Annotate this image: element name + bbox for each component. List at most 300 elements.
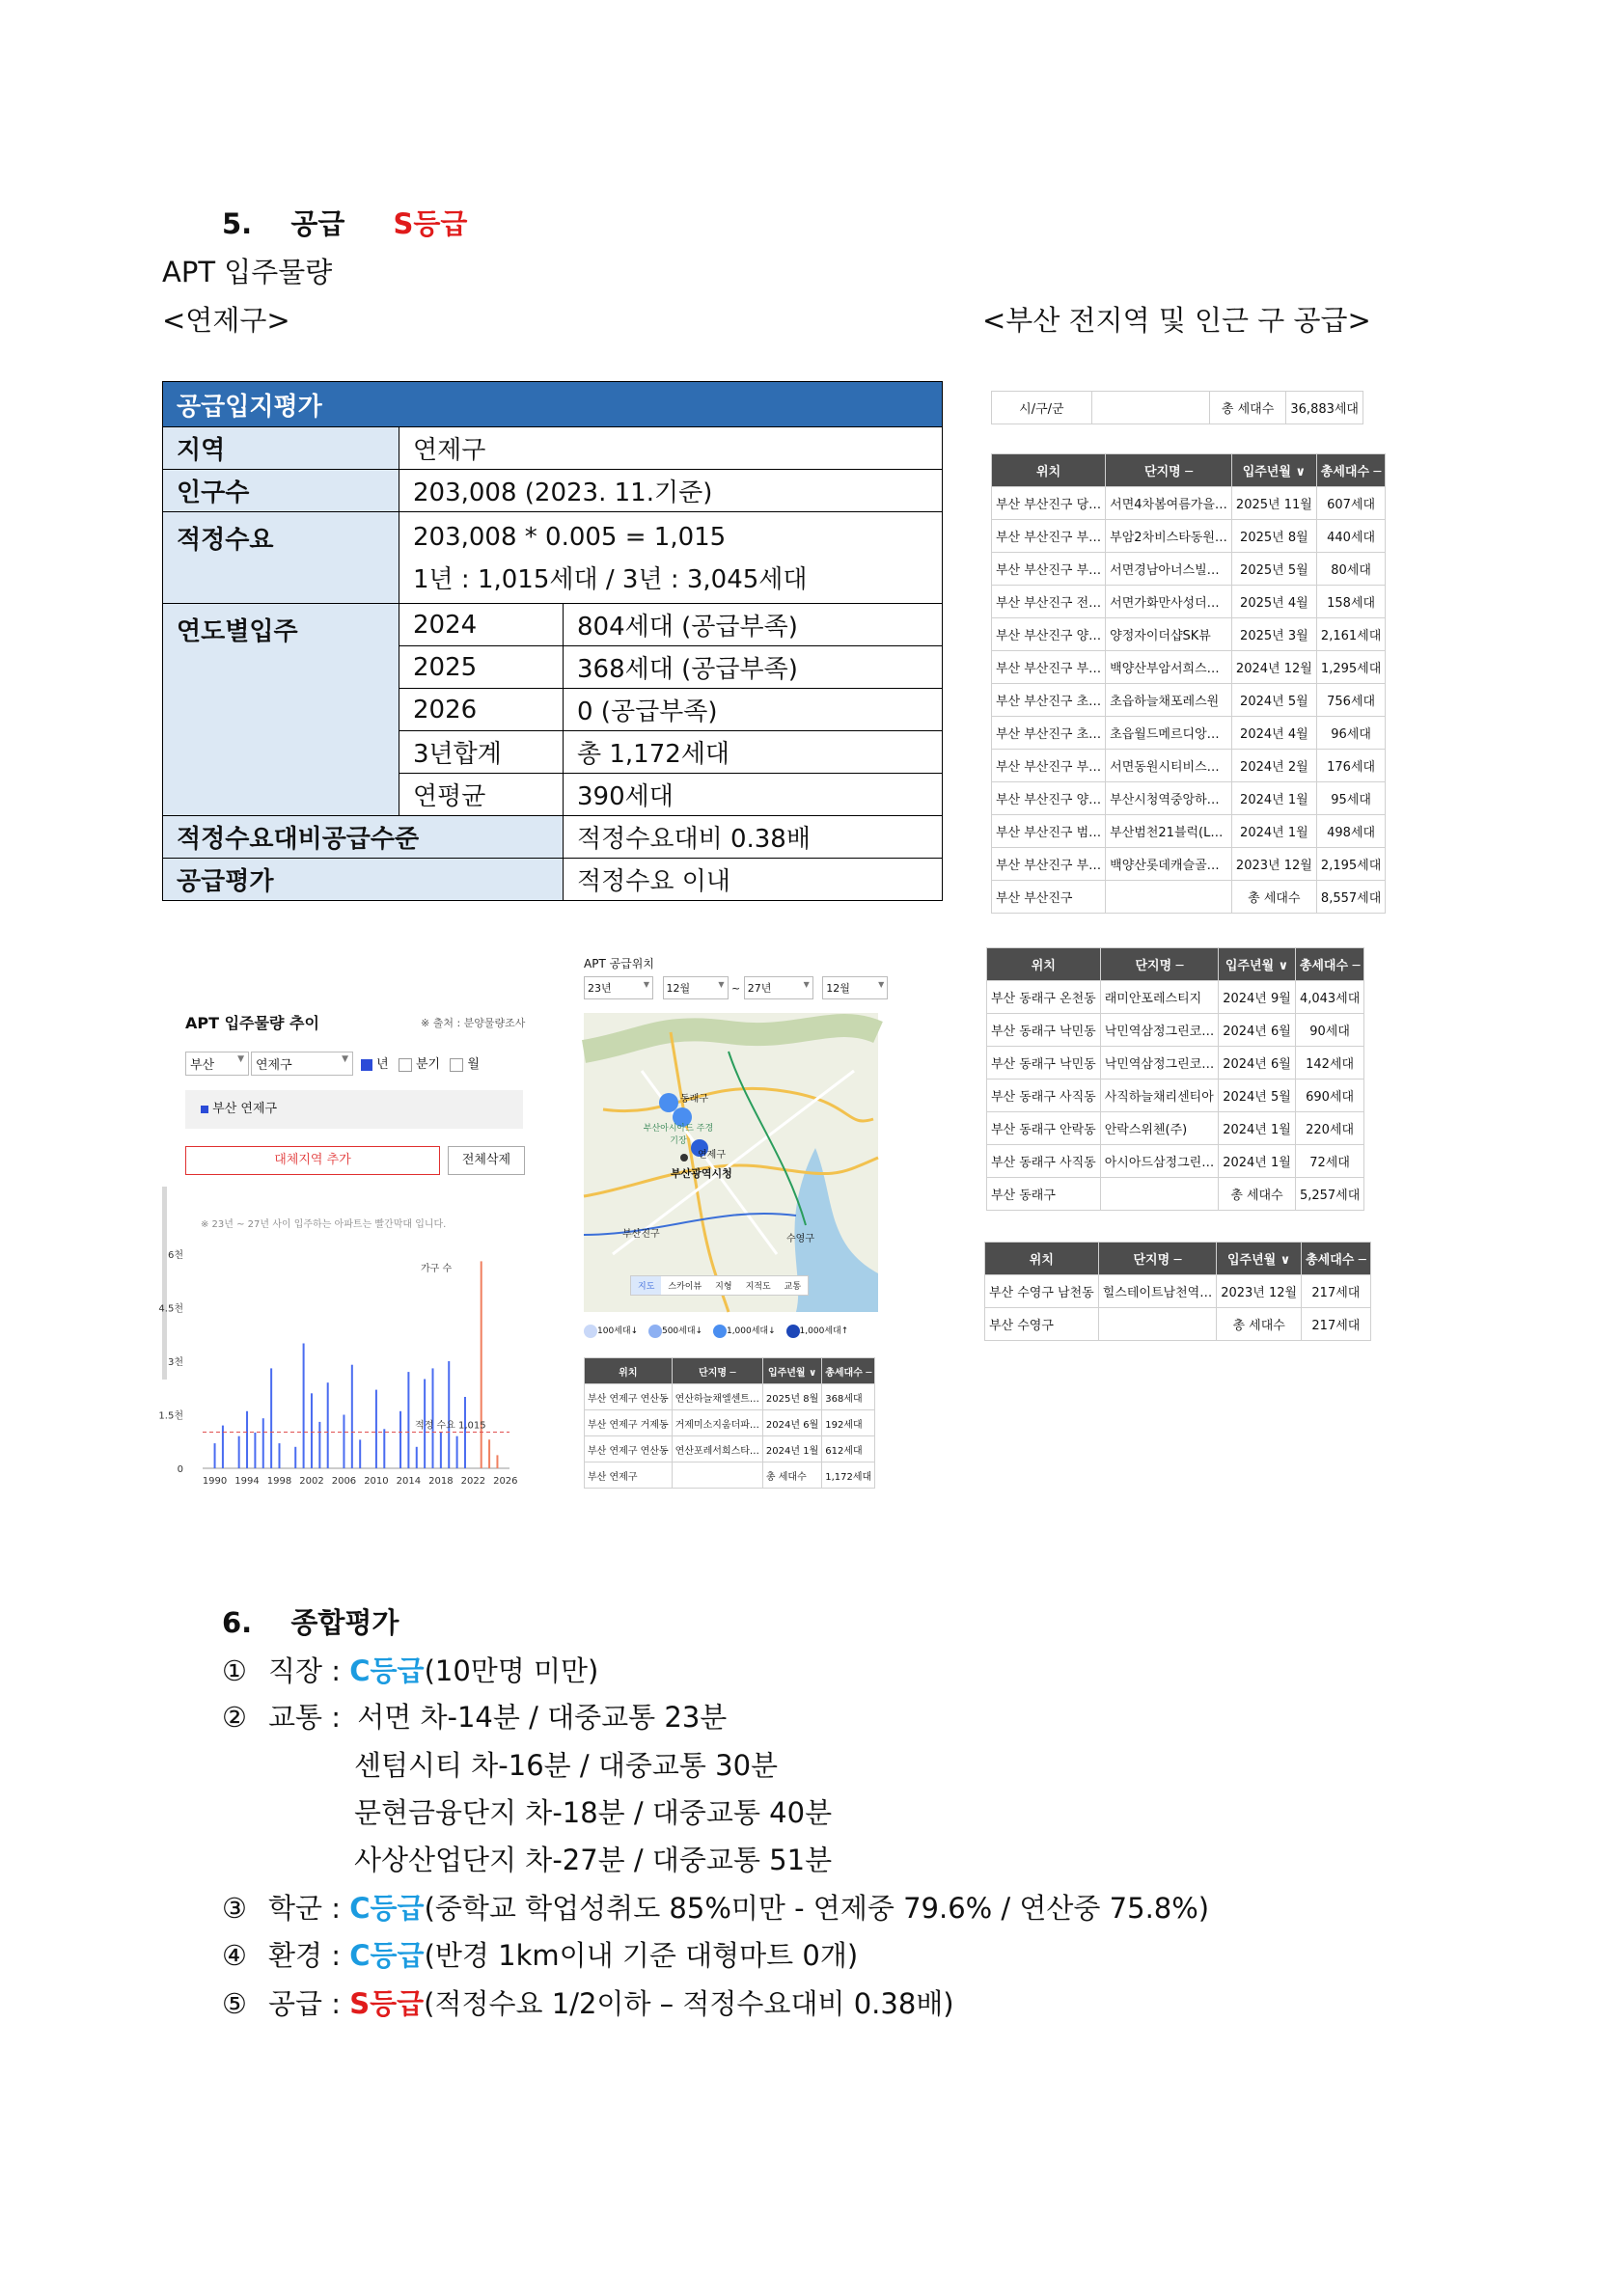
chart-bar (254, 1433, 256, 1468)
table-cell: 2,161세대 (1316, 618, 1386, 651)
section-title: 공급 (290, 207, 345, 240)
table-cell: 2024년 5월 (1219, 1080, 1296, 1112)
table-cell (672, 1462, 762, 1489)
table-row (987, 1014, 1364, 1047)
table-cell: 서면경남아너스빌… (1106, 553, 1232, 586)
supply-label: 공급평가 (163, 859, 564, 901)
table-row (992, 651, 1386, 684)
table-cell: 부산 동래구 사직동 (987, 1080, 1101, 1112)
table-cell: 2024년 1월 (1231, 815, 1316, 848)
table-cell[interactable]: 위치 (985, 1243, 1099, 1275)
demand-label: 적정 수요 1,015 (415, 1420, 486, 1432)
map-label: 부산아시아드 주경기장 (643, 1124, 714, 1146)
table-cell: 부산시청역중앙하… (1106, 782, 1232, 815)
table-cell: 2025년 11월 (1231, 487, 1316, 520)
map-legend (584, 1324, 848, 1338)
table-row (992, 782, 1386, 815)
table-cell: 440세대 (1316, 520, 1386, 553)
table-cell: 부산 부산진구 양… (992, 782, 1106, 815)
table-cell: 2024년 1월 (1219, 1145, 1296, 1178)
chart-bar (262, 1418, 264, 1468)
section-number: 5. (222, 207, 253, 240)
table-cell: 2024년 9월 (1219, 981, 1296, 1014)
gu-select-value: 연제구 (256, 1058, 292, 1073)
legend-label: 1,000세대↑ (799, 1326, 849, 1336)
table-cell: 498세대 (1316, 815, 1386, 848)
table-cell[interactable]: 위치 (987, 948, 1101, 981)
table-cell[interactable]: 총세대수 ─ (1295, 948, 1364, 981)
table-cell[interactable]: 단지명 ─ (672, 1358, 762, 1384)
x-tick-label: 2022 (460, 1476, 486, 1487)
chart-bar (440, 1433, 442, 1468)
table-cell: 142세대 (1295, 1047, 1364, 1080)
y-tick-label: 4.5천 (158, 1303, 183, 1315)
table-cell: 시/구/군 (992, 392, 1092, 424)
legend-label: 500세대↓ (661, 1326, 703, 1336)
map-label: 연제구 (698, 1150, 726, 1161)
table-row (987, 1047, 1364, 1080)
table-cell: 612세대 (822, 1436, 875, 1462)
table-cell: 아시아드삼정그린… (1100, 1145, 1218, 1178)
summary-item-school: ③ 학군 : C등급(중학교 학업성취도 85%미만 - 연제중 79.6% / 연산중 75.8%) (222, 1892, 1210, 1925)
table-cell: 부산 연제구 연산동 (585, 1384, 673, 1410)
table-cell: 연산하늘채엘센트… (672, 1384, 762, 1410)
chart-bar (238, 1436, 240, 1468)
chevron-down-icon: ▼ (342, 1054, 348, 1064)
table-cell (1098, 1308, 1216, 1341)
table-row (992, 881, 1386, 914)
table-header-row (985, 1243, 1371, 1275)
table-cell: 총 세대수 (1219, 1178, 1296, 1211)
table-cell: 서면가화만사성더… (1106, 586, 1232, 618)
table-header: 공급입지평가 (163, 382, 943, 427)
table-cell: 힐스테이트남천역… (1098, 1275, 1216, 1308)
table-cell[interactable]: 총세대수 ─ (822, 1358, 875, 1384)
chart-note: ※ 23년 ~ 27년 사이 입주하는 아파트는 빨간막대 입니다. (201, 1219, 447, 1230)
table-row (992, 520, 1386, 553)
section-title: 종합평가 (290, 1606, 399, 1639)
summary-item-supply: ⑤ 공급 : S등급(적정수요 1/2이하 – 적정수요대비 0.38배) (222, 1987, 954, 2020)
table-cell: 2023년 12월 (1217, 1275, 1302, 1308)
subtitle: APT 입주물량 (162, 256, 333, 288)
year-cell: 2026 (399, 689, 564, 731)
table-cell: 부산 연제구 거제동 (585, 1410, 673, 1436)
x-tick-label: 2026 (493, 1476, 518, 1487)
traffic-line: 문현금융단지 차-18분 / 대중교통 40분 (354, 1796, 833, 1829)
table-cell: 756세대 (1316, 684, 1386, 717)
chart-bar (399, 1411, 401, 1468)
population-value: 203,008 (2023. 11.기준) (399, 470, 943, 512)
chart-source: ※ 출처 : 분양물량조사 (421, 1017, 526, 1029)
table-cell: 사직하늘채리센티아 (1100, 1080, 1218, 1112)
grade-badge: S등급 (349, 1987, 425, 2020)
map-view[interactable] (584, 1013, 878, 1312)
table-cell: 부산 부산진구 부… (992, 750, 1106, 782)
table-cell: 2025년 8월 (762, 1384, 821, 1410)
table-cell: 368세대 (822, 1384, 875, 1410)
table-cell: 부산 연제구 연산동 (585, 1436, 673, 1462)
table-row (992, 684, 1386, 717)
table-cell: 래미안포레스티지 (1100, 981, 1218, 1014)
busanjin-table (991, 453, 1386, 914)
section6-heading (222, 1601, 399, 1641)
chart-bar (359, 1439, 361, 1468)
chart-bar (488, 1439, 490, 1468)
quarter-checkbox[interactable] (399, 1058, 412, 1072)
table-cell: 부산 동래구 사직동 (987, 1145, 1101, 1178)
map-roads (584, 1013, 878, 1312)
table-cell: 부암2차비스타동원… (1106, 520, 1232, 553)
chart-bar (448, 1361, 450, 1468)
map-label: 동래구 (680, 1094, 708, 1105)
table-cell: 2025년 8월 (1231, 520, 1316, 553)
legend-swatch (201, 1106, 208, 1113)
table-cell[interactable]: 단지명 ─ (1106, 454, 1232, 487)
traffic-line: 센텀시티 차-16분 / 대중교통 30분 (354, 1749, 779, 1782)
chart-bar (481, 1261, 482, 1468)
table-cell: 2,195세대 (1316, 848, 1386, 881)
table-cell: 2024년 6월 (1219, 1014, 1296, 1047)
table-cell: 96세대 (1316, 717, 1386, 750)
table-cell[interactable]: 입주년월 ∨ (1231, 454, 1316, 487)
table-cell[interactable]: 입주년월 ∨ (1219, 948, 1296, 981)
section5-heading (222, 203, 467, 242)
chart-bar (294, 1447, 296, 1468)
tab-skyview[interactable]: 스카이뷰 (668, 1282, 702, 1292)
summary-item-traffic: ② 교통 : 서면 차-14분 / 대중교통 23분 (222, 1701, 728, 1734)
table-cell[interactable]: 총세대수 ─ (1316, 454, 1386, 487)
pin-large-icon (713, 1325, 727, 1338)
start-year-select[interactable]: 23년 ▼ (584, 976, 653, 999)
table-cell (1106, 881, 1232, 914)
table-cell: 부산 부산진구 부… (992, 848, 1106, 881)
table-cell: 부산 부산진구 양… (992, 618, 1106, 651)
table-cell: 4,043세대 (1295, 981, 1364, 1014)
year-checkbox[interactable] (361, 1059, 372, 1071)
legend-label: 100세대↓ (597, 1326, 639, 1336)
table-row (987, 1178, 1364, 1211)
dongnae-table (986, 947, 1364, 1211)
legend-label: 1,000세대↓ (726, 1326, 776, 1336)
year-value: 총 1,172세대 (564, 731, 943, 774)
table-cell: 8,557세대 (1316, 881, 1386, 914)
suyeong-table (984, 1242, 1371, 1341)
chart-bar (279, 1443, 281, 1468)
table-row (585, 1436, 875, 1462)
chart-bar (456, 1436, 458, 1468)
table-row (992, 848, 1386, 881)
legend-item: 부산 연제구 (212, 1102, 278, 1116)
chart-bar (311, 1393, 313, 1468)
table-cell: 낙민역삼정그린코… (1100, 1014, 1218, 1047)
section-number: 6. (222, 1606, 253, 1639)
month-option-label: 월 (467, 1057, 480, 1072)
table-cell: 부산 부산진구 부… (992, 553, 1106, 586)
table-row (987, 981, 1364, 1014)
table-cell: 2024년 4월 (1231, 717, 1316, 750)
table-cell (1100, 1178, 1218, 1211)
yearly-label: 연도별입주 (163, 604, 399, 816)
period-options (361, 1053, 480, 1072)
table-header-row (987, 948, 1364, 981)
table-cell[interactable]: 입주년월 ∨ (762, 1358, 821, 1384)
table-cell: 총 세대수 (762, 1462, 821, 1489)
year-cell: 3년합계 (399, 731, 564, 774)
chart-bar (327, 1382, 329, 1468)
table-cell: 총 세대수 (1231, 881, 1316, 914)
chart-bar (383, 1429, 385, 1468)
map-label: 부산진구 (622, 1229, 660, 1240)
table-cell: 2025년 3월 (1231, 618, 1316, 651)
table-cell: 부산 동래구 낙민동 (987, 1014, 1101, 1047)
year-cell: 연평균 (399, 774, 564, 816)
table-cell: 초읍월드메르디앙… (1106, 717, 1232, 750)
yeonje-table (584, 1357, 875, 1489)
ratio-value: 적정수요대비 0.38배 (564, 816, 943, 859)
table-cell: 217세대 (1302, 1275, 1371, 1308)
table-cell: 80세대 (1316, 553, 1386, 586)
end-month-select[interactable]: 12월 ▼ (822, 976, 888, 999)
right-caption: <부산 전지역 및 인근 구 공급> (982, 304, 1371, 337)
grade-badge: C등급 (349, 1892, 425, 1925)
chart-bar (407, 1372, 409, 1468)
grade-badge: C등급 (349, 1939, 425, 1972)
table-row (992, 717, 1386, 750)
table-cell: 2024년 6월 (762, 1410, 821, 1436)
population-label: 인구수 (163, 470, 399, 512)
chart-bar (318, 1422, 320, 1468)
table-cell: 95세대 (1316, 782, 1386, 815)
table-cell: 2025년 4월 (1231, 586, 1316, 618)
table-cell: 2024년 2월 (1231, 750, 1316, 782)
demand-value (399, 512, 943, 604)
year-cell: 2024 (399, 604, 564, 646)
table-row (585, 1384, 875, 1410)
table-row (987, 1145, 1364, 1178)
x-tick-label: 2010 (364, 1476, 389, 1487)
table-row (585, 1462, 875, 1489)
x-tick-label: 2002 (299, 1476, 324, 1487)
pin-small-icon (584, 1325, 597, 1338)
year-cell: 2025 (399, 646, 564, 689)
table-cell[interactable]: 단지명 ─ (1100, 948, 1218, 981)
quarter-option-label: 분기 (415, 1057, 441, 1072)
table-cell: 부산 부산진구 (992, 881, 1106, 914)
demand-label: 적정수요 (163, 512, 399, 604)
chart-bar (351, 1365, 353, 1468)
table-cell: 부산 부산진구 범… (992, 815, 1106, 848)
table-cell: 부산 부산진구 부… (992, 520, 1106, 553)
table-cell: 안락스위첸(주) (1100, 1112, 1218, 1145)
month-checkbox[interactable] (450, 1058, 463, 1072)
chart-bar (214, 1443, 216, 1468)
tab-map[interactable]: 지도 (631, 1276, 661, 1295)
table-cell: 총 세대수 (1217, 1308, 1302, 1341)
year-option-label: 년 (376, 1057, 389, 1072)
table-row (992, 586, 1386, 618)
summary-item-environment: ④ 환경 : C등급(반경 1km이내 기준 대형마트 0개) (222, 1939, 859, 1972)
table-header-row (585, 1358, 875, 1384)
table-cell: 낙민역삼정그린코… (1100, 1047, 1218, 1080)
end-year-select[interactable]: 27년 ▼ (744, 976, 813, 999)
table-row (585, 1410, 875, 1436)
table-cell: 백양산부암서희스… (1106, 651, 1232, 684)
year-value: 804세대 (공급부족) (564, 604, 943, 646)
x-tick-label: 1998 (266, 1476, 292, 1487)
chart-bar (416, 1447, 418, 1468)
table-cell: 2023년 12월 (1231, 848, 1316, 881)
table-cell: 1,295세대 (1316, 651, 1386, 684)
demand-formula: 203,008 * 0.005 = 1,015 (413, 523, 727, 552)
table-cell: 백양산롯데캐슬골… (1106, 848, 1232, 881)
summary-item-job: ① 직장 : C등급(10만명 미만) (222, 1654, 599, 1687)
chart-bar (270, 1368, 272, 1468)
tab-traffic[interactable]: 교통 (784, 1282, 802, 1292)
year-value: 390세대 (564, 774, 943, 816)
supply-value: 적정수요 이내 (564, 859, 943, 901)
y-tick-label: 6천 (167, 1250, 183, 1261)
table-cell: 220세대 (1295, 1112, 1364, 1145)
table-cell: 서면4차봄여름가을… (1106, 487, 1232, 520)
table-cell[interactable]: 위치 (585, 1358, 673, 1384)
legend-box (185, 1090, 523, 1129)
demand-years: 1년 : 1,015세대 / 3년 : 3,045세대 (413, 565, 808, 594)
tab-cadastral[interactable]: 지적도 (745, 1282, 771, 1292)
table-cell: 72세대 (1295, 1145, 1364, 1178)
pin-medium-icon (648, 1325, 662, 1338)
chart-bar (464, 1397, 466, 1468)
table-row (987, 1080, 1364, 1112)
chart-bar (303, 1344, 305, 1469)
table-cell: 192세대 (822, 1410, 875, 1436)
table-cell: 부산 연제구 (585, 1462, 673, 1489)
tab-terrain[interactable]: 지형 (715, 1282, 732, 1292)
table-cell: 총 세대수 (1209, 392, 1286, 424)
y-tick-label: 1.5천 (158, 1410, 183, 1422)
city-select-value: 부산 (190, 1058, 215, 1073)
supply-evaluation-table (162, 381, 943, 901)
table-row (987, 1112, 1364, 1145)
table-cell: 690세대 (1295, 1080, 1364, 1112)
region-value: 연제구 (399, 427, 943, 470)
x-tick-label: 2006 (331, 1476, 357, 1487)
section-grade: S등급 (393, 207, 468, 240)
table-header-row (992, 454, 1386, 487)
table-cell: 부산 부산진구 초… (992, 717, 1106, 750)
city-select[interactable] (185, 1052, 249, 1076)
table-cell: 부산범천21블럭(L… (1106, 815, 1232, 848)
ratio-label: 적정수요대비공급수준 (163, 816, 564, 859)
x-tick-label: 2014 (396, 1476, 422, 1487)
table-cell: 1,172세대 (822, 1462, 875, 1489)
table-cell: 부산 부산진구 부… (992, 651, 1106, 684)
date-range-selects: 23년 ▼ 12월 ▼ ~ 27년 ▼ 12월 ▼ (584, 976, 888, 999)
table-cell: 부산 동래구 낙민동 (987, 1047, 1101, 1080)
count-label: 가구 수 (421, 1264, 453, 1274)
chart-bar (375, 1390, 377, 1468)
table-cell[interactable]: 단지명 ─ (1098, 1243, 1216, 1275)
table-cell[interactable]: 입주년월 ∨ (1217, 1243, 1302, 1275)
table-row (992, 487, 1386, 520)
table-cell: 부산 동래구 온천동 (987, 981, 1101, 1014)
table-cell: 2024년 1월 (762, 1436, 821, 1462)
map-panel-title: APT 공급위치 (584, 957, 654, 970)
table-cell: 부산 부산진구 초… (992, 684, 1106, 717)
map-type-tabs (630, 1275, 809, 1296)
busan-total-table (991, 391, 1363, 424)
traffic-line: 사상산업단지 차-27분 / 대중교통 51분 (354, 1844, 833, 1876)
table-cell: 부산 수영구 (985, 1308, 1099, 1341)
table-row (985, 1308, 1371, 1341)
add-region-button[interactable]: 대체지역 추가 (185, 1146, 440, 1175)
start-month-select[interactable]: 12월 ▼ (663, 976, 729, 999)
table-cell: 607세대 (1316, 487, 1386, 520)
x-tick-label: 2018 (428, 1476, 454, 1487)
map-label: 수영구 (786, 1234, 814, 1244)
table-cell: 176세대 (1316, 750, 1386, 782)
grade-badge: C등급 (349, 1654, 425, 1687)
table-cell: 217세대 (1302, 1308, 1371, 1341)
table-cell: 부산 수영구 남천동 (985, 1275, 1099, 1308)
chevron-down-icon: ▼ (237, 1054, 244, 1064)
chart-bar (432, 1368, 434, 1468)
chart-panel-title: APT 입주물량 추이 (185, 1014, 319, 1032)
table-cell: 부산 부산진구 전… (992, 586, 1106, 618)
table-row (992, 553, 1386, 586)
region-label: 지역 (163, 427, 399, 470)
table-cell: 거제미소지움더파… (672, 1410, 762, 1436)
table-row (992, 618, 1386, 651)
supply-map-panel (584, 955, 885, 1490)
table-cell: 2024년 1월 (1219, 1112, 1296, 1145)
table-cell: 2024년 12월 (1231, 651, 1316, 684)
x-tick-label: 1994 (234, 1476, 260, 1487)
table-row (985, 1275, 1371, 1308)
year-value: 0 (공급부족) (564, 689, 943, 731)
year-value: 368세대 (공급부족) (564, 646, 943, 689)
pin-xlarge-icon (786, 1325, 800, 1338)
y-tick-label: 0 (177, 1464, 183, 1475)
table-cell: 부산 동래구 (987, 1178, 1101, 1211)
table-cell[interactable]: 총세대수 ─ (1302, 1243, 1371, 1275)
table-cell: 36,883세대 (1286, 392, 1363, 424)
table-cell[interactable]: 위치 (992, 454, 1106, 487)
table-cell: 서면동원시티비스… (1106, 750, 1232, 782)
table-cell: 158세대 (1316, 586, 1386, 618)
delete-all-button[interactable]: 전체삭제 (448, 1146, 525, 1175)
table-cell: 2024년 6월 (1219, 1047, 1296, 1080)
table-cell: 양정자이더샵SK뷰 (1106, 618, 1232, 651)
chart-bar (246, 1411, 248, 1468)
x-tick-label: 1990 (202, 1476, 228, 1487)
supply-bar-chart (158, 1216, 529, 1497)
table-cell: 2024년 1월 (1231, 782, 1316, 815)
table-row (992, 815, 1386, 848)
left-caption: <연제구> (162, 304, 290, 337)
y-tick-label: 3천 (167, 1357, 183, 1368)
table-cell: 초읍하늘채포레스원 (1106, 684, 1232, 717)
table-cell: 2024년 5월 (1231, 684, 1316, 717)
table-cell: 연산포레서희스타… (672, 1436, 762, 1462)
table-cell: 부산 동래구 안락동 (987, 1112, 1101, 1145)
gu-select[interactable] (251, 1052, 353, 1076)
table-cell: 부산 부산진구 당… (992, 487, 1106, 520)
map-label: 부산광역시청 (671, 1167, 732, 1180)
table-cell: 90세대 (1295, 1014, 1364, 1047)
table-cell: 2025년 5월 (1231, 553, 1316, 586)
supply-trend-panel (158, 1003, 529, 1497)
table-row (992, 750, 1386, 782)
